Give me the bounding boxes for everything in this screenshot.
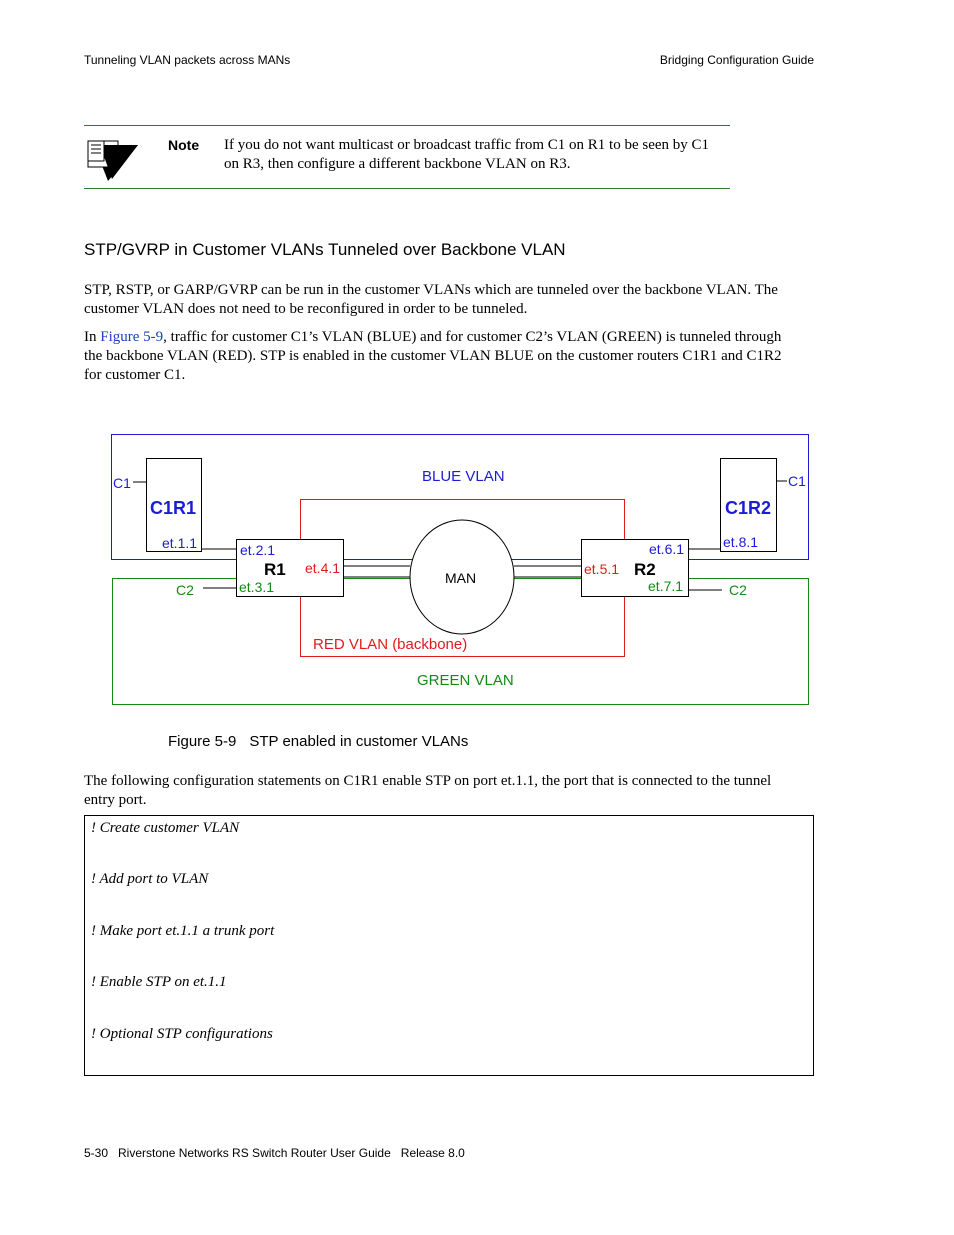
man-label: MAN — [445, 570, 477, 586]
green-vlan-label: GREEN VLAN — [417, 672, 514, 689]
config-code-box — [84, 815, 814, 1076]
c1r2-label: C1R2 — [725, 498, 772, 518]
paragraph-line: for customer C1. — [84, 367, 186, 383]
section-heading: STP/GVRP in Customer VLANs Tunneled over Backbone VLAN — [84, 240, 566, 259]
code-comment: ! Add port to VLAN — [91, 871, 209, 887]
note-text-line: If you do not want multicast or broadcast traffic from C1 on R1 to be seen by C1 — [224, 137, 710, 153]
paragraph-line: customer VLAN does not need to be reconfigured in order to be tunneled. — [84, 301, 528, 317]
code-comment: ! Create customer VLAN — [91, 820, 240, 836]
running-header-right: Bridging Configuration Guide — [659, 53, 814, 67]
port-label: et.1.1 — [162, 535, 198, 551]
c1r1-label: C1R1 — [150, 498, 197, 518]
code-comment: ! Enable STP on et.1.1 — [91, 974, 227, 990]
port-label: et.7.1 — [648, 578, 684, 594]
note-text-line: on R3, then configure a different backbone VLAN on R3. — [224, 156, 571, 172]
paragraph-line: the backbone VLAN (RED). STP is enabled in the customer VLAN BLUE on the customer routers C1R1 and C1R2 — [84, 348, 782, 364]
code-comment: ! Optional STP configurations — [91, 1026, 273, 1042]
paragraph-3 — [84, 772, 814, 810]
paragraph-prefix: In — [84, 329, 101, 345]
caption-text: STP enabled in customer VLANs — [249, 733, 469, 750]
c2-right-label: C2 — [729, 582, 747, 598]
figure-caption — [168, 733, 468, 750]
r2-label: R2 — [634, 560, 656, 579]
paragraph-line: STP, RSTP, or GARP/GVRP can be run in the customer VLANs which are tunneled over the backbone VLAN. The — [84, 282, 778, 298]
figure-link[interactable]: Figure 5-9 — [100, 329, 164, 345]
blue-vlan-label: BLUE VLAN — [422, 468, 505, 485]
paragraph-text: , traffic for customer C1’s VLAN (BLUE) and for customer C2’s VLAN (GREEN) is tunneled through — [163, 329, 782, 345]
c1-left-label: C1 — [113, 475, 131, 491]
port-label: et.4.1 — [305, 560, 341, 576]
note-label: Note — [168, 137, 200, 153]
running-header-left: Tunneling VLAN packets across MANs — [84, 53, 291, 67]
page-footer: 5-30 Riverstone Networks RS Switch Router User Guide Release 8.0 — [84, 1146, 465, 1160]
port-label: et.3.1 — [239, 579, 275, 595]
port-label: et.2.1 — [240, 542, 276, 558]
port-label: et.5.1 — [584, 561, 620, 577]
c2-left-label: C2 — [176, 582, 194, 598]
c1-right-label: C1 — [788, 473, 806, 489]
port-label: et.8.1 — [723, 534, 759, 550]
r1-label: R1 — [264, 560, 286, 579]
paragraph-line: entry port. — [84, 792, 147, 808]
code-comment: ! Make port et.1.1 a trunk port — [91, 923, 275, 939]
port-label: et.6.1 — [649, 541, 685, 557]
caption-number: Figure 5-9 — [168, 733, 237, 750]
paragraph-line: The following configuration statements on C1R1 enable STP on port et.1.1, the port that is connected to the tunnel — [84, 773, 772, 789]
red-vlan-label: RED VLAN (backbone) — [313, 636, 468, 653]
